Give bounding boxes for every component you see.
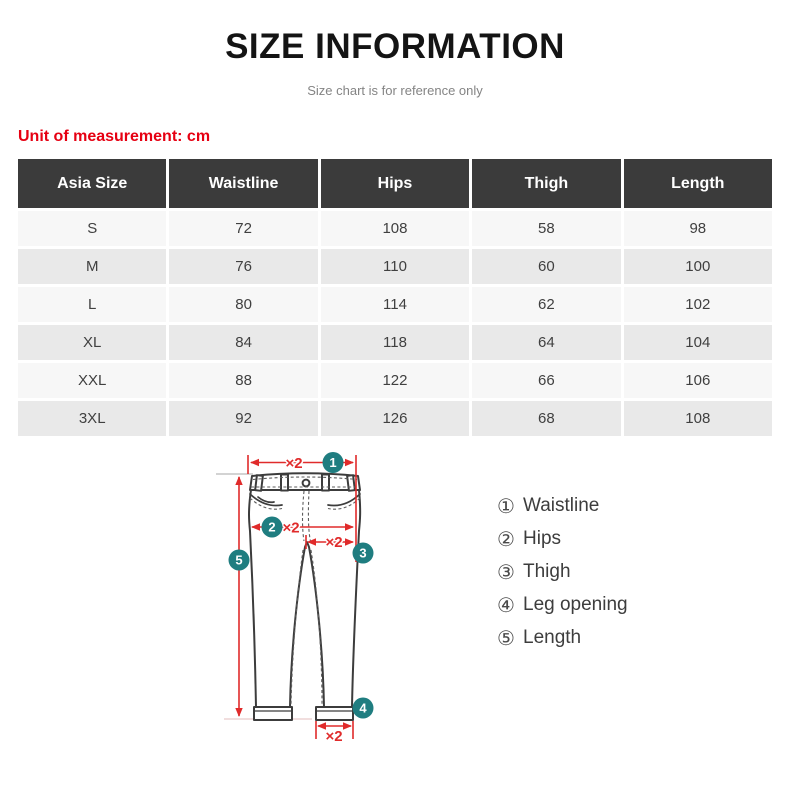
legend-item-hips [497,522,628,555]
table-row [18,363,772,398]
legend-circled-number: ① [497,493,515,518]
legend-label: Length [523,626,582,648]
size-cell: XXL [18,363,166,398]
value-cell: 122 [321,363,469,398]
legend-circled-number: ④ [497,592,515,617]
badge-number-length: 5 [235,552,243,568]
measurement-legend [497,489,628,654]
size-cell: S [18,211,166,246]
legend-label: Thigh [523,560,571,582]
value-cell: 76 [169,249,317,284]
legend-item-length [497,621,628,654]
pants-measurement-illustration [170,441,490,759]
page-title: SIZE INFORMATION [225,27,565,66]
value-cell: 106 [624,363,772,398]
legend-label: Hips [523,527,562,549]
size-table [15,156,775,439]
column-header-asia-size: Asia Size [18,159,166,208]
value-cell: 108 [624,401,772,436]
table-row [18,249,772,284]
belt-loop [255,475,263,491]
x2-label-hips: ×2 [282,519,300,537]
legend-item-leg-opening [497,588,628,621]
value-cell: 108 [321,211,469,246]
value-cell: 60 [472,249,620,284]
value-cell: 102 [624,287,772,322]
value-cell: 80 [169,287,317,322]
value-cell: 104 [624,325,772,360]
table-row [18,401,772,436]
value-cell: 98 [624,211,772,246]
right-cuff [316,707,353,720]
value-cell: 72 [169,211,317,246]
value-cell: 58 [472,211,620,246]
value-cell: 126 [321,401,469,436]
size-cell: XL [18,325,166,360]
value-cell: 114 [321,287,469,322]
value-cell: 84 [169,325,317,360]
legend-circled-number: ② [497,526,515,551]
legend-item-waistline [497,489,628,522]
size-cell: M [18,249,166,284]
badge-number-thigh: 3 [359,545,367,561]
value-cell: 64 [472,325,620,360]
legend-label: Leg opening [523,593,628,615]
left-cuff [254,707,292,720]
value-cell: 68 [472,401,620,436]
value-cell: 118 [321,325,469,360]
table-row [18,211,772,246]
badge-number-leg-opening: 4 [359,700,367,716]
value-cell: 110 [321,249,469,284]
unit-of-measurement-note: Unit of measurement: cm [18,128,211,145]
value-cell: 66 [472,363,620,398]
legend-item-thigh [497,555,628,588]
legend-label: Waistline [523,494,600,516]
x2-label-leg-opening: ×2 [325,728,343,745]
pants-outline [249,473,360,720]
badge-number-waistline: 1 [329,455,337,471]
belt-loop [347,475,355,491]
table-row [18,287,772,322]
value-cell: 62 [472,287,620,322]
value-cell: 92 [169,401,317,436]
column-header-length: Length [624,159,772,208]
column-header-thigh: Thigh [472,159,620,208]
measurement-diagram [0,441,790,759]
header-row [18,159,772,208]
x2-label-waistline: ×2 [285,455,303,472]
size-cell: L [18,287,166,322]
table-row [18,325,772,360]
page-subtitle: Size chart is for reference only [307,83,483,98]
column-header-waistline: Waistline [169,159,317,208]
legend-circled-number: ⑤ [497,625,515,650]
size-cell: 3XL [18,401,166,436]
x2-label-thigh: ×2 [325,534,343,551]
badge-number-hips: 2 [268,519,276,535]
waist-button [303,480,310,487]
value-cell: 88 [169,363,317,398]
value-cell: 100 [624,249,772,284]
size-table-header [18,159,772,208]
column-header-hips: Hips [321,159,469,208]
legend-circled-number: ③ [497,559,515,584]
